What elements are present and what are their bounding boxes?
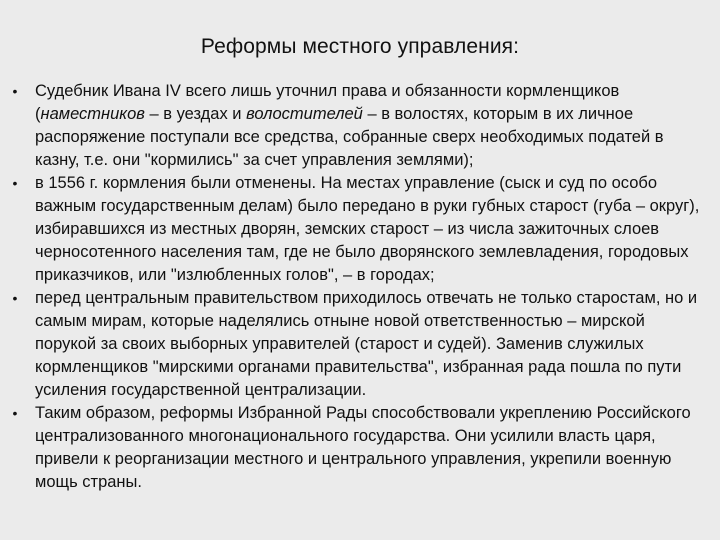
text-run: – в уездах и [144,105,247,123]
bullet-text [35,289,697,399]
text-run: перед центральным правительством приходилось отвечать не только старостам, но и самым мирам, которые наделялись отныне новой ответственностью – мирской порукой за своих выборных управителей (старост и судей). Заменив служилых кормленщиков "мирскими органами правительства", избранная рада пошла по пути усиления государственной централизации. [35,289,698,399]
text-run-italic: наместников [40,105,145,123]
bullet-item [0,172,720,287]
text-run-italic: волостителей [246,105,363,123]
bullet-marker: • [12,290,18,306]
bullet-text [35,404,691,491]
bullet-list [0,80,720,494]
bullet-item [0,402,720,494]
bullet-text [35,174,699,284]
text-run: – в волостях, которым в их личное распоряжение поступали все средства, собранные сверх необходимых податей в казну, т.е. они "кормились" за счет управления землями); [35,105,664,169]
bullet-item [0,287,720,402]
bullet-text [35,82,664,169]
text-run: в 1556 г. кормления были отменены. На местах управление (сыск и суд по особо важным государственным делам) было передано в руки губных старост (губа – округ), избиравшихся из местных дворян, земских старост – из числа зажиточных слоев черносотенного населения там, где не было дворянского землевладения, городовых приказчиков, или "излюбленных голов", – в городах; [35,174,700,284]
bullet-item [0,80,720,172]
slide-title: Реформы местного управления: [200,35,520,58]
text-run: Судебник Ивана IV всего лишь уточнил права и обязанности кормленщиков ( [35,82,620,123]
bullet-marker: • [12,83,18,99]
text-run: Таким образом, реформы Избранной Рады способствовали укреплению Российского централизованного многонационального государства. Они усилили власть царя, привели к реорганизации местного и центрального управления, укрепили военную мощь страны. [35,404,691,491]
bullet-marker: • [12,175,18,191]
bullet-marker: • [12,405,18,421]
